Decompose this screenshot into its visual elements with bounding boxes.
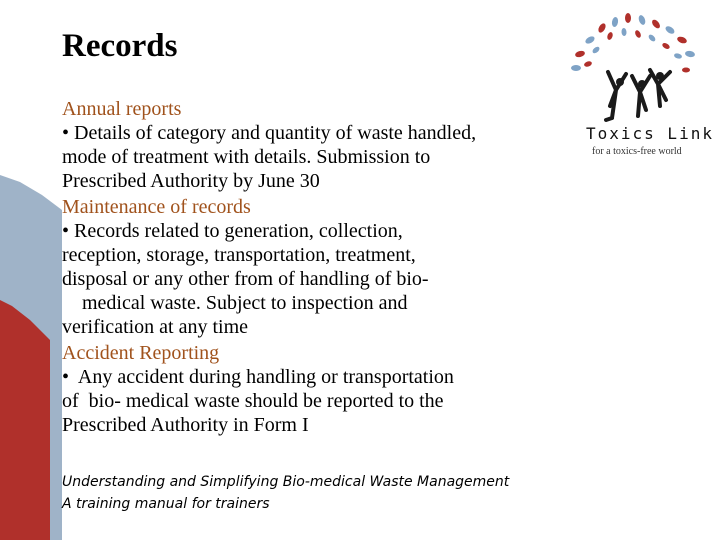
logo-name: Toxics Link [586,124,714,143]
section-line: • Details of category and quantity of waste handled, [62,122,477,144]
footer-credit [62,471,509,515]
section-line: • Records related to generation, collection, [62,220,403,242]
page-title: Records [62,28,178,64]
section-heading-annual-reports: Annual reports [62,98,182,120]
section-line: mode of treatment with details. Submission to [62,146,431,168]
footer-line-1: Understanding and Simplifying Bio-medical Waste Management [62,474,510,490]
section-line: disposal or any other from of handling of bio- [62,268,429,290]
footer-line-2: A training manual for trainers [62,496,270,512]
logo-tagline: for a toxics-free world [592,146,682,157]
section-line: Prescribed Authority by June 30 [62,170,320,192]
section-heading-accident-reporting: Accident Reporting [62,342,220,364]
tree-figures [606,70,670,120]
section-line: Prescribed Authority in Form I [62,414,309,436]
tree-leaves [571,13,695,73]
section-line: verification at any time [62,316,249,338]
section-line: medical waste. Subject to inspection and [62,292,408,314]
section-line: of bio- medical waste should be reported to the [62,390,444,412]
left-red-band [0,300,50,540]
section-line: reception, storage, transportation, treatment, [62,244,416,266]
section-line: • Any accident during handling or transportation [62,366,454,388]
section-heading-maintenance: Maintenance of records [62,196,251,218]
slide-body [62,95,557,437]
